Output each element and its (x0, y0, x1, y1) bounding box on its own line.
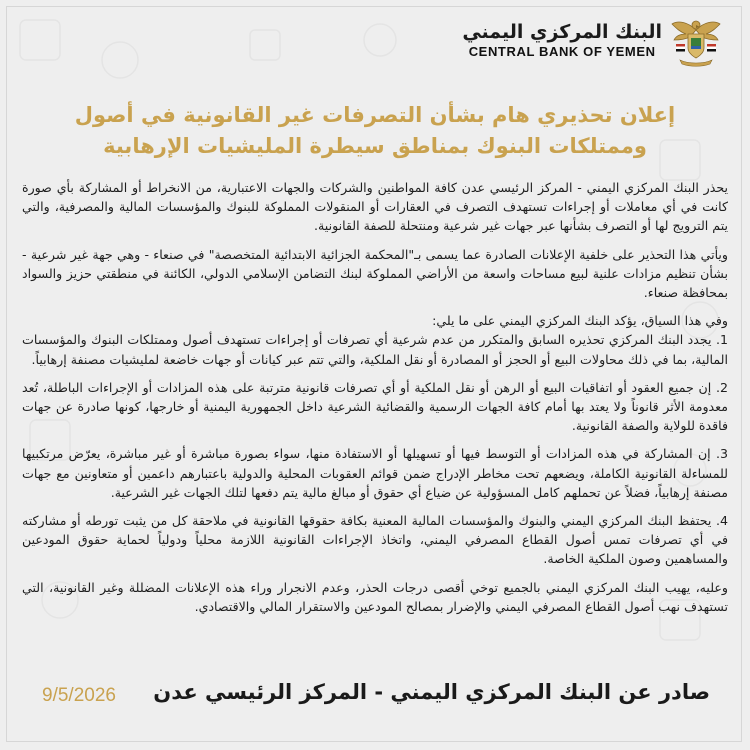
announcement-title (40, 100, 710, 162)
paragraph-background: ويأتي هذا التحذير على خلفية الإعلانات الصادرة عما يسمى بـ"المحكمة الجزائية الابتدائية المتخصصة" في صنعاء - وهي جهة غير شرعية - بشأن تنظيم مزادات علنية لبيع مساحات واسعة من الأراضي المملوكة لبنك التضامن الإسلامي الدولي، الكائنة في منطقتي حزيز والسواد بمحافظة صنعاء. (22, 246, 728, 301)
logo-text (462, 21, 662, 61)
issuer-signature: صادر عن البنك المركزي اليمني - المركز الرئيسي عدن (153, 680, 710, 704)
paragraph-warning: يحذر البنك المركزي اليمني - المركز الرئيسي عدن كافة المواطنين والشركات والجهات الاعتبارية، من الانخراط أو المشاركة بأي صورة كانت في أي معاملات أو إجراءات تستهدف التصرف في العقارات أو المنقولات المملوكة للبنوك والمؤسسات المالية والمصرفية، والتي يتم الترويج لها أو التصرف بشأنها عبر جهات غير شرعية ومنتحلة للصفة القانونية. (22, 180, 728, 234)
list-item-4: 4. يحتفظ البنك المركزي اليمني والبنوك والمؤسسات المالية المعنية بكافة حقوقها القانونية في ملاحقة كل من يثبت تورطه أو مشاركته في أي تصرفات تمس أصول القطاع المصرفي اليمني، واتخاذ الإجراءات القانونية اللازمة محلياً ودولياً لحماية حقوق المودعين والمساهمين وصون الملكية الخاصة. (22, 513, 728, 567)
title-line-2: وممتلكات البنوك بمناطق سيطرة المليشيات الإرهابية (103, 134, 647, 158)
list-item-1: 1. يجدد البنك المركزي تحذيره السابق والمتكرر من عدم شرعية أي تصرفات أو إجراءات تستهدف أصول وممتلكات البنوك والمؤسسات المالية، بما في ذلك محاولات البيع أو الحجز أو المصادرة أو نقل الملكية، والتي تتم عبر كيانات أو جهات خاضعة لمليشيات مصنفة إرهابياً. (22, 332, 728, 367)
paragraph-conclusion: وعليه، يهيب البنك المركزي اليمني بالجميع توخي أقصى درجات الحذر، وعدم الانجرار وراء هذه الإعلانات المضللة وغير القانونية، التي تستهدف نهب أصول القطاع المصرفي اليمني والإضرار بمصالح المودعين والاستقرار المالي والاقتصادي. (22, 579, 728, 614)
title-line-1: إعلان تحذيري هام بشأن التصرفات غير القانونية في أصول (74, 103, 676, 127)
announcement-body (22, 178, 728, 625)
bank-name-arabic: البنك المركزي اليمني (462, 21, 662, 43)
list-item-2: 2. إن جميع العقود أو اتفاقيات البيع أو الرهن أو نقل الملكية أو أي تصرفات قانونية مترتبة على هذه المزادات أو الإجراءات الباطلة، تُعد معدومة الأثر قانوناً ولا يعتد بها أمام كافة الجهات الرسمية والقضائية الشرعية داخل الجمهورية اليمنية أو خارجها، كونها صادرة عن جهات فاقدة للولاية والصفة القانونية. (22, 379, 728, 434)
bank-name-english: CENTRAL BANK OF YEMEN (468, 44, 656, 59)
bank-logo (462, 14, 722, 68)
yemen-eagle-emblem-icon (670, 14, 722, 68)
issue-date: 9/5/2026 (42, 685, 116, 706)
paragraph-context: وفي هذا السياق، يؤكد البنك المركزي اليمني على ما يلي: (432, 313, 728, 329)
list-item-3: 3. إن المشاركة في هذه المزادات أو التوسط فيها أو تسهيلها أو الاستفادة منها، سواء بصورة مباشرة أو غير مباشرة، يعرّض مرتكبيها للمساءلة القانونية الكاملة، ويضعهم تحت مخاطر الإدراج ضمن قوائم العقوبات المحلية والدولية باعتبارهم داعمين أو متعاونين مع جهات مصنفة إرهابياً، فضلاً عن تحملهم كامل المسؤولية عن ضياع أي حقوق أو مبالغ مالية يتم دفعها لتلك الجهات غير الشرعية. (22, 446, 728, 500)
